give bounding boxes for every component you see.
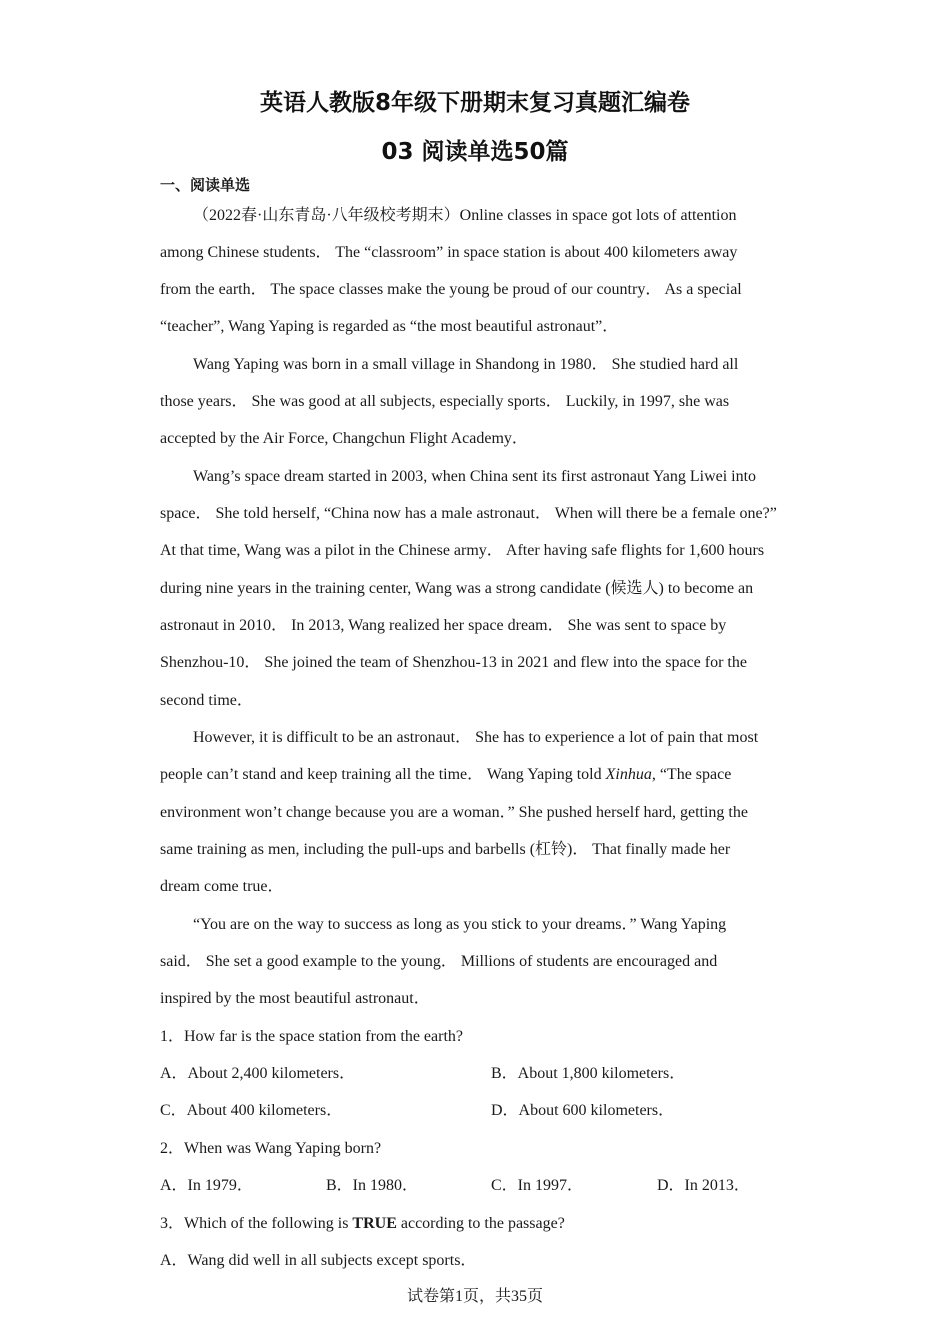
question-text: 3．Which of the following is bbox=[160, 1215, 353, 1232]
page-footer: 试卷第1页，共35页 bbox=[406, 1288, 543, 1305]
passage-line: However, it is difficult to be an astronaut． She has to experience a lot of pain that most bbox=[193, 729, 759, 746]
question-stem bbox=[160, 1214, 810, 1234]
passage-line: environment won’t change because you are a woman．” She pushed herself hard, getting the bbox=[160, 804, 748, 821]
passage-line: among Chinese students． The “classroom” in space station is about 400 kilometers away bbox=[160, 244, 738, 261]
passage-line: inspired by the most beautiful astronaut． bbox=[160, 990, 430, 1007]
answer-option[interactable]: C．About 400 kilometers． bbox=[160, 1102, 343, 1119]
passage-line: during nine years in the training center, Wang was a strong candidate (候选人) to become an bbox=[160, 580, 754, 597]
passage-line bbox=[160, 765, 810, 785]
italic-source-name: Xinhua bbox=[605, 766, 652, 783]
passage-line: accepted by the Air Force, Changchun Flight Academy． bbox=[160, 430, 528, 447]
passage-text: people can’t stand and keep training all the time． Wang Yaping told bbox=[160, 766, 606, 783]
answer-option[interactable]: A．In 1979． bbox=[160, 1177, 253, 1194]
passage-text: , “The space bbox=[651, 766, 732, 783]
page-subtitle: 03 阅读单选50篇 bbox=[381, 139, 569, 165]
passage-line: At that time, Wang was a pilot in the Chinese army． After having safe flights for 1,600 hours bbox=[160, 542, 765, 559]
passage-line: Wang’s space dream started in 2003, when China sent its first astronaut Yang Liwei into bbox=[193, 468, 757, 485]
question-text: according to the passage? bbox=[396, 1215, 565, 1232]
answer-option[interactable]: B．About 1,800 kilometers． bbox=[491, 1065, 686, 1082]
passage-line: （2022春·山东青岛·八年级校考期末）Online classes in space got lots of attention bbox=[193, 207, 737, 224]
passage-line: “You are on the way to success as long as you stick to your dreams．” Wang Yaping bbox=[193, 916, 727, 933]
section-heading: 一、阅读单选 bbox=[160, 176, 251, 194]
answer-option[interactable]: C．In 1997． bbox=[491, 1177, 584, 1194]
answer-option[interactable]: D．In 2013． bbox=[657, 1177, 750, 1194]
passage-line: astronaut in 2010． In 2013, Wang realized her space dream． She was sent to space by bbox=[160, 617, 727, 634]
answer-option[interactable]: B．In 1980． bbox=[326, 1177, 419, 1194]
passage-line: “teacher”, Wang Yaping is regarded as “the most beautiful astronaut”． bbox=[160, 318, 619, 335]
answer-option[interactable]: A．Wang did well in all subjects except sports． bbox=[160, 1252, 477, 1269]
passage-line: Shenzhou-10． She joined the team of Shenzhou-13 in 2021 and flew into the space for the bbox=[160, 654, 747, 671]
passage-line: Wang Yaping was born in a small village in Shandong in 1980． She studied hard all bbox=[193, 356, 739, 373]
passage-line: dream come true． bbox=[160, 878, 284, 895]
passage-line: from the earth． The space classes make the young be proud of our country． As a special bbox=[160, 281, 742, 298]
passage-line: said． She set a good example to the young． Millions of students are encouraged and bbox=[160, 953, 718, 970]
answer-option[interactable]: A．About 2,400 kilometers． bbox=[160, 1065, 356, 1082]
passage-line: second time． bbox=[160, 692, 253, 709]
passage-line: those years． She was good at all subjects, especially sports． Luckily, in 1997, she was bbox=[160, 393, 730, 410]
question-stem: 1．How far is the space station from the earth? bbox=[160, 1028, 464, 1045]
passage-line: space． She told herself, “China now has a male astronaut． When will there be a female one?” bbox=[160, 505, 777, 522]
answer-option[interactable]: D．About 600 kilometers． bbox=[491, 1102, 675, 1119]
passage-line: same training as men, including the pull-ups and barbells (杠铃)． That finally made her bbox=[160, 841, 731, 858]
page-title: 英语人教版8年级下册期末复习真题汇编卷 bbox=[259, 90, 690, 116]
question-stem: 2．When was Wang Yaping born? bbox=[160, 1140, 382, 1157]
emphasis-true: TRUE bbox=[352, 1215, 397, 1232]
